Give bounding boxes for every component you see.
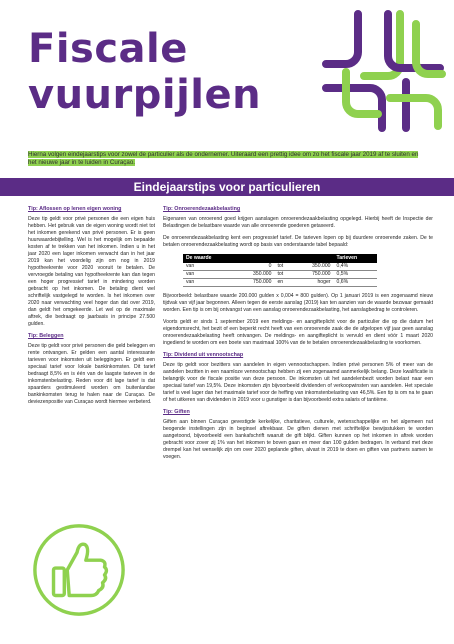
table-cell: 750.000 — [294, 271, 334, 279]
tip-body-onroerend-4: Voorts geldt er sinds 1 september 2019 een meldings- en aangifteplicht voor de particulier die op die datum het eigendomsrecht, het bezit of een beperkt recht heeft van een onroerende zaak die de afgelopen vijf jaar geen aanslag onroerendezaakbelasting heeft ontvangen. De meldings- en aangifteplicht is vervuld en dient vóór 1 maart 2020 ingediend te worden om een boete van maximaal 100% van de te betalen onroerendezaakbelasting te voorkomen. — [163, 319, 433, 346]
tip-body-onroerend-2: De onroerendezaakbelasting kent een progressief tarief. De tarieven lopen op bij duurdere onroerende zaken. De te betalen onroerendezaakbelasting wordt op basis van onderstaande tabel bepaald: — [163, 235, 433, 248]
table-cell: hoger — [294, 279, 334, 287]
interlocking-lines-icon — [318, 6, 448, 134]
table-cell: 0,4% — [334, 263, 378, 271]
tip-heading-dividend: Tip: Dividend uit vennootschap — [163, 352, 244, 358]
table-cell: en — [274, 279, 293, 287]
tax-rate-table — [183, 254, 377, 287]
section-banner: Eindejaarstips voor particulieren — [0, 178, 454, 196]
table-header-row — [183, 254, 377, 263]
tip-body-dividend: Deze tip geldt voor bezitters van aandelen in eigen vennootschappen. Indien privé personen 5% of meer van de aandelen bezitten in een naamloze vennootschap hebben zij een zogenaamd aanmerkelijk belang. Deze kwalificatie is belangrijk voor de fiscale positie van deze persoon. De inkomsten uit het aandelenbezit worden belast naar een speciaal tarief van 19,5%. Deze inkomsten zijn bijvoorbeeld dividenden of verkoopwinsten van aandelen. Het speciale tarief is veel lager dan het maximale tarief voor de heffing van inkomstenbelasting van 46,5%. Een tip is om na te gaan of het uitkeren van dividenden in 2019 voor u gunstiger is dan bijvoorbeeld extra salaris of tantième. — [163, 362, 433, 403]
table-cell: 0,5% — [334, 271, 378, 279]
table-cell: 350.000 — [294, 263, 334, 271]
table-cell: van — [183, 279, 235, 287]
table-header-cell: Tarieven — [334, 254, 378, 263]
table-row — [183, 263, 377, 271]
table-cell: 350.000 — [235, 271, 275, 279]
table-cell: van — [183, 263, 235, 271]
tip-body-eigen-woning: Deze tip geldt voor privé personen die een eigen huis hebben. Het gebruik van de eigen woning wordt niet tot het inkomen gerekend van privé personen. Er is geen huurwaardebijtelling. Wel is het mogelijk om bepaalde kosten af te trekken van het inkomen. Indien u in het jaar 2020 een lager inkomen verwacht dan in het jaar 2019 kan het voordelig zijn om nog in 2019 hypotheekrente voor 2020 vooruit te betalen. De vervroegde betaling van hypotheekrente kan dan tegen een hoger progressief tarief in mindering worden gebracht op het inkomen. De betaling dient wel schriftelijk vastgelegd te worden. Is het inkomen over 2020 naar verwachting veel hoger dan dat over 2019, dan geldt het omgekeerde. Let wel op de maximale aftrek, die bedraagt op jaarbasis in principe 27.500 gulden. — [28, 216, 155, 327]
tip-body-onroerend-1: Eigenaren van onroerend goed krijgen aanslagen onroerendezaakbelasting opgelegd. Hierbij heeft de Inspectie der Belastingen de belastbare waarde van alle onroerende goederen getaxeerd. — [163, 216, 433, 229]
table-cell: tot — [274, 271, 293, 279]
left-column — [28, 206, 155, 411]
table-cell: 750.000 — [235, 279, 275, 287]
table-row — [183, 271, 377, 279]
table-header-cell — [235, 254, 275, 263]
table-cell: 0 — [235, 263, 275, 271]
table-cell: van — [183, 271, 235, 279]
table-cell: 0,6% — [334, 279, 378, 287]
table-header-cell — [294, 254, 334, 263]
tip-heading-onroerend: Tip: Onroerendezaakbelasting — [163, 206, 241, 212]
tip-body-giften: Giften aan binnen Curaçao gevestigde kerkelijke, charitatieve, culturele, wetenschappelijke en het algemeen nut beogende instellingen zijn in beginsel aftrekbaar. De giften dienen met schriftelijke bewijsstukken te worden aangetoond, bijvoorbeeld een bankafschrift waaruit de gift blijkt. Giften kunnen op het inkomen in aftrek worden gebracht voor zover zij 1% van het inkomen te boven gaan en meer dan 100 gulden bedragen. In verband met deze drempel kan het wenselijk zijn om over 2020 geplande giften, alvast in 2019 te doen en giften van partners samen te voegen. — [163, 419, 433, 460]
tip-heading-giften: Tip: Giften — [163, 409, 190, 415]
table-cell: tot — [274, 263, 293, 271]
tip-body-onroerend-3: Bijvoorbeeld: belastbare waarde 200.000 gulden x 0,004 = 800 gulden). Op 1 januari 2019 is een zogenaamd nieuw tijdvak van vijf jaar begonnen. Alleen tegen de eerste aanslag (2019) kan ten aanzien van de waarde bezwaar gemaakt worden. Een tip is om bij ontvangst van een aanslag onroerendezaakbelasting, het aanslagbedrag te controleren. — [163, 293, 433, 313]
right-column — [163, 206, 433, 466]
tip-body-beleggen: Deze tip geldt voor privé personen die geld beleggen en rente ontvangen. Er gelden een aantal interessante tarieven voor inkomsten uit beleggingen. Er geldt een speciaal tarief voor lokale bankinkomsten. Dit tarief bedraagt 8,5% en is één van de laagste tarieven in de inkomstenbelasting. Reden voor dit lage tarief is dat spaarders gestimuleerd worden om buitenlandse bankinkomsten terug te halen naar de Curaçao. De deviezenpositie van Curaçao wordt hiermee verbeterd. — [28, 343, 155, 405]
tip-heading-eigen-woning: Tip: Aflossen op lenen eigen woning — [28, 206, 122, 212]
title-line-1: Fiscale — [28, 26, 188, 72]
intro-text: Hierna volgen eindejaarstips voor zowel de particulier als de ondernemer. Uiteraard een prettig idee om zo het fiscale jaar 2019 af te sluiten en het nieuwe jaar in te luiden in Curaçao. — [28, 151, 419, 167]
tip-heading-beleggen: Tip: Beleggen — [28, 333, 64, 339]
thumbs-up-icon — [30, 521, 128, 619]
table-header-cell: De waarde — [183, 254, 235, 263]
page-title — [28, 26, 261, 118]
table-row — [183, 279, 377, 287]
title-line-2: vuurpijlen — [28, 72, 262, 118]
table-header-cell — [274, 254, 293, 263]
